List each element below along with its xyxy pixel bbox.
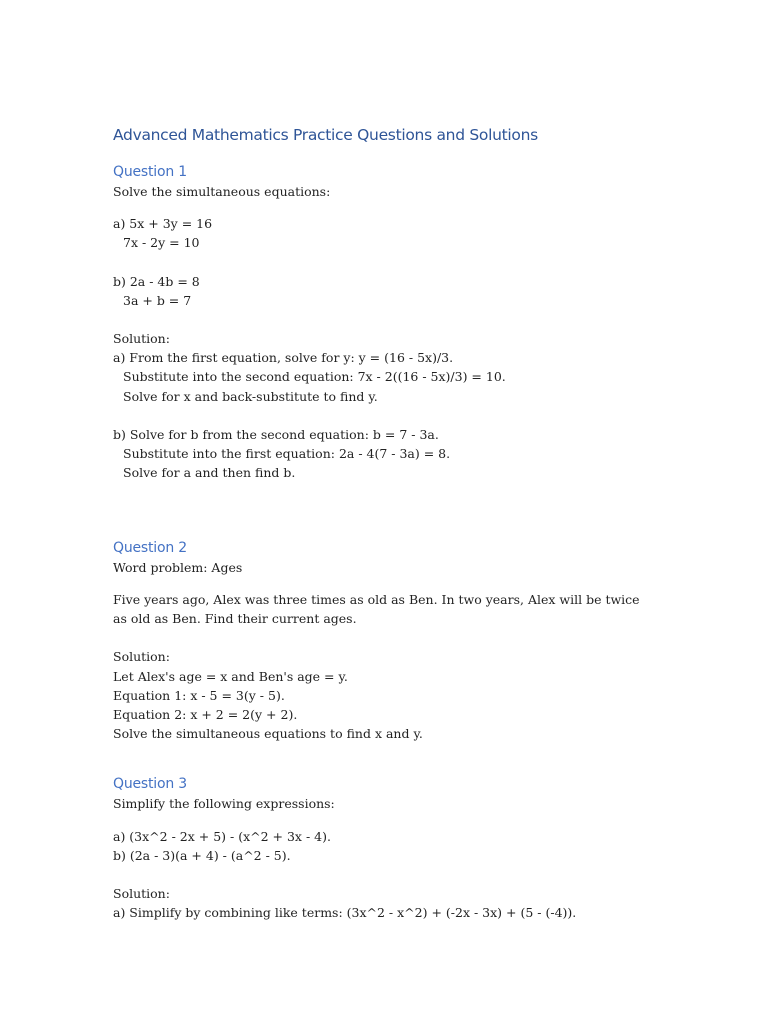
question-1-part-b-line-2: 3a + b = 7 <box>123 292 192 308</box>
question-1-intro: Solve the simultaneous equations: <box>113 184 331 199</box>
question-2-solution-line-1: Let Alex's age = x and Ben's age = y. <box>113 668 348 684</box>
question-1-solution-a-line-2: Substitute into the second equation: 7x - 2((16 - 5x)/3) = 10. <box>123 369 506 385</box>
question-3-solution-label: Solution: <box>113 885 170 901</box>
question-2-problem: Five years ago, Alex was three times as old as Ben. In two years, Alex will be twice as old as Ben. Find their current ages. <box>113 592 640 627</box>
document-title: Advanced Mathematics Practice Questions and Solutions <box>113 126 538 144</box>
question-1-part-a-line-1: a) 5x + 3y = 16 <box>113 216 213 232</box>
question-1-solution-a-line-1: a) From the first equation, solve for y: y = (16 - 5x)/3. <box>113 350 454 366</box>
question-1-solution-label: Solution: <box>113 330 170 346</box>
question-1-solution-b-line-2: Substitute into the first equation: 2a - 4(7 - 3a) = 8. <box>123 445 451 461</box>
question-1-part-b-line-1: b) 2a - 4b = 8 <box>113 273 200 289</box>
question-1-solution-b-line-1: b) Solve for b from the second equation: b = 7 - 3a. <box>113 426 439 442</box>
question-1-part-a-line-2: 7x - 2y = 10 <box>123 235 200 251</box>
question-1-section <box>113 162 673 482</box>
question-2-solution-line-3: Equation 2: x + 2 = 2(y + 2). <box>113 707 298 722</box>
question-1-heading: Question 1 <box>113 164 187 180</box>
question-3-part-b: b) (2a - 3)(a + 4) - (a^2 - 5). <box>113 847 291 863</box>
question-3-solution-line-1: a) Simplify by combining like terms: (3x^2 - x^2) + (-2x - 3x) + (5 - (-4)). <box>113 905 577 921</box>
document-body <box>113 124 673 922</box>
question-2-section <box>113 538 673 743</box>
question-1-solution-b-line-3: Solve for a and then find b. <box>123 465 296 481</box>
question-2-solution-line-4: Solve the simultaneous equations to find x and y. <box>113 726 423 742</box>
question-2-intro: Word problem: Ages <box>113 560 243 576</box>
question-3-part-a: a) (3x^2 - 2x + 5) - (x^2 + 3x - 4). <box>113 828 331 844</box>
question-3-heading: Question 3 <box>113 776 187 793</box>
question-1-solution-a-line-3: Solve for x and back-substitute to find y. <box>123 388 378 404</box>
question-3-intro: Simplify the following expressions: <box>113 796 335 812</box>
question-2-heading: Question 2 <box>113 540 187 557</box>
question-3-section <box>113 774 673 922</box>
question-2-solution-line-2: Equation 1: x - 5 = 3(y - 5). <box>113 687 285 703</box>
question-2-solution-label: Solution: <box>113 649 170 665</box>
